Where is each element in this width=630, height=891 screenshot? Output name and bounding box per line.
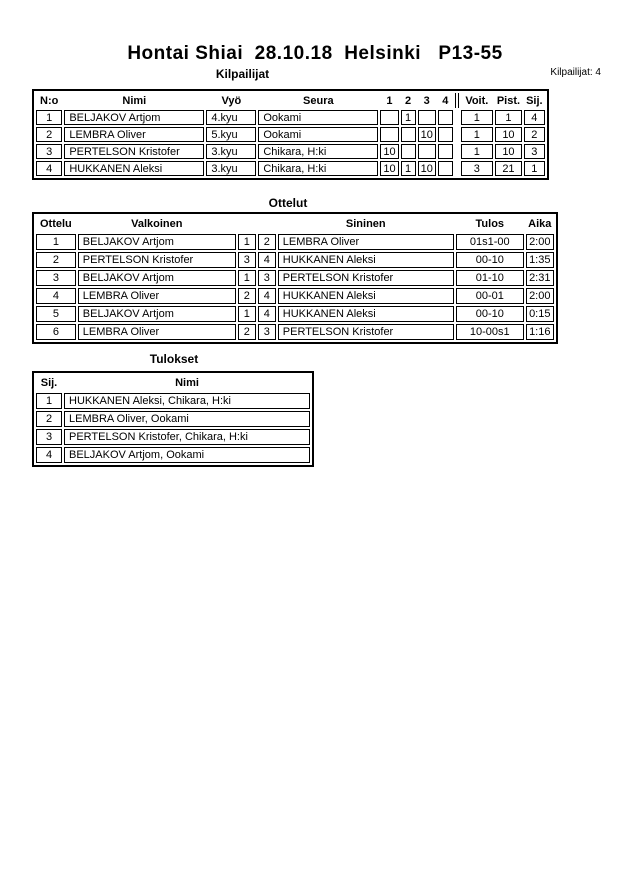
- cell-match-no: 6: [36, 324, 76, 340]
- table-row: [36, 288, 554, 304]
- cell-place: 1: [36, 393, 62, 409]
- cell-blue-name: HUKKANEN Aleksi: [278, 306, 454, 322]
- cell-r2: [401, 144, 416, 159]
- cell-match-no: 5: [36, 306, 76, 322]
- cell-time: 1:35: [526, 252, 554, 268]
- col-header-blue-no: [258, 216, 276, 232]
- group-separator: [455, 161, 459, 176]
- cell-r3: [418, 110, 436, 125]
- cell-club: Chikara, H:ki: [258, 144, 378, 159]
- cell-white-no: 2: [238, 324, 256, 340]
- cell-belt: 4.kyu: [206, 110, 256, 125]
- cell-r4: [438, 110, 453, 125]
- cell-match-no: 1: [36, 234, 76, 250]
- cell-belt: 3.kyu: [206, 161, 256, 176]
- table-row: [36, 429, 310, 445]
- cell-blue-name: PERTELSON Kristofer: [278, 270, 454, 286]
- cell-no: 4: [36, 161, 62, 176]
- cell-blue-no: 4: [258, 306, 276, 322]
- cell-place: 2: [36, 411, 62, 427]
- cell-match-no: 2: [36, 252, 76, 268]
- col-header-club: Seura: [303, 94, 334, 107]
- cell-white-no: 1: [238, 306, 256, 322]
- cell-r1: [380, 110, 398, 125]
- cell-blue-no: 3: [258, 324, 276, 340]
- table-row: [36, 127, 545, 142]
- cell-name: PERTELSON Kristofer: [64, 144, 204, 159]
- cell-club: Chikara, H:ki: [258, 161, 378, 176]
- cell-white-no: 3: [238, 252, 256, 268]
- cell-white-name: LEMBRA Oliver: [78, 288, 236, 304]
- cell-result: 00-01: [456, 288, 524, 304]
- cell-place: 3: [36, 429, 62, 445]
- col-header-place: Sij.: [526, 94, 543, 107]
- cell-wins: 1: [461, 110, 493, 125]
- cell-white-no: 2: [238, 288, 256, 304]
- table-row: [36, 411, 310, 427]
- page-title: Hontai Shiai 28.10.18 Helsinki P13-55: [127, 43, 503, 64]
- competitor-count: Kilpailijat: 4: [550, 67, 601, 78]
- cell-club: Ookami: [258, 110, 378, 125]
- matches-heading: Ottelut: [268, 196, 308, 210]
- competitors-heading: Kilpailijat: [215, 67, 270, 81]
- group-separator: [455, 110, 459, 125]
- cell-no: 2: [36, 127, 62, 142]
- cell-match-no: 4: [36, 288, 76, 304]
- cell-r2: [401, 127, 416, 142]
- col-header-match-no: Ottelu: [40, 218, 72, 230]
- col-header-r3: 3: [423, 94, 430, 107]
- cell-no: 1: [36, 110, 62, 125]
- cell-name: LEMBRA Oliver, Ookami: [64, 411, 310, 427]
- cell-r4: [438, 161, 453, 176]
- cell-blue-name: PERTELSON Kristofer: [278, 324, 454, 340]
- table-row: [36, 270, 554, 286]
- cell-blue-no: 2: [258, 234, 276, 250]
- cell-result: 00-10: [456, 306, 524, 322]
- col-header-no: N:o: [40, 94, 59, 107]
- results-heading: Tulokset: [149, 352, 199, 366]
- col-header-points: Pist.: [496, 94, 521, 107]
- col-header-white-no: [238, 216, 256, 232]
- cell-r2: 1: [401, 110, 416, 125]
- cell-white-name: BELJAKOV Artjom: [78, 234, 236, 250]
- cell-place: 4: [524, 110, 545, 125]
- cell-club: Ookami: [258, 127, 378, 142]
- cell-name: BELJAKOV Artjom: [64, 110, 204, 125]
- cell-points: 1: [495, 110, 522, 125]
- cell-r1: 10: [380, 144, 398, 159]
- cell-r3: 10: [418, 161, 436, 176]
- cell-belt: 3.kyu: [206, 144, 256, 159]
- cell-time: 2:00: [526, 234, 554, 250]
- table-row: [36, 252, 554, 268]
- cell-r3: [418, 144, 436, 159]
- cell-white-no: 1: [238, 234, 256, 250]
- cell-blue-no: 4: [258, 288, 276, 304]
- col-header-name: Nimi: [175, 377, 199, 389]
- cell-place: 3: [524, 144, 545, 159]
- table-row: [36, 144, 545, 159]
- cell-match-no: 3: [36, 270, 76, 286]
- cell-r4: [438, 144, 453, 159]
- competitors-table: [32, 89, 549, 180]
- results-table: [32, 371, 314, 467]
- cell-white-name: PERTELSON Kristofer: [78, 252, 236, 268]
- col-header-r1: 1: [386, 94, 393, 107]
- cell-result: 10-00s1: [456, 324, 524, 340]
- table-row: [36, 393, 310, 409]
- cell-wins: 1: [461, 127, 493, 142]
- table-row: [36, 234, 554, 250]
- cell-time: 2:31: [526, 270, 554, 286]
- cell-white-name: BELJAKOV Artjom: [78, 306, 236, 322]
- cell-time: 0:15: [526, 306, 554, 322]
- matches-table: [32, 212, 558, 344]
- cell-result: 00-10: [456, 252, 524, 268]
- col-header-wins: Voit.: [465, 94, 489, 107]
- cell-wins: 3: [461, 161, 493, 176]
- cell-result: 01-10: [456, 270, 524, 286]
- cell-r4: [438, 127, 453, 142]
- col-header-belt: Vyö: [221, 94, 242, 107]
- cell-name: PERTELSON Kristofer, Chikara, H:ki: [64, 429, 310, 445]
- cell-points: 10: [495, 127, 522, 142]
- cell-place: 4: [36, 447, 62, 463]
- cell-time: 2:00: [526, 288, 554, 304]
- cell-wins: 1: [461, 144, 493, 159]
- cell-place: 1: [524, 161, 545, 176]
- table-row: [36, 447, 310, 463]
- cell-white-no: 1: [238, 270, 256, 286]
- cell-no: 3: [36, 144, 62, 159]
- cell-name: BELJAKOV Artjom, Ookami: [64, 447, 310, 463]
- results-header-row: [36, 375, 310, 391]
- table-row: [36, 161, 545, 176]
- cell-blue-no: 4: [258, 252, 276, 268]
- cell-white-name: BELJAKOV Artjom: [78, 270, 236, 286]
- table-row: [36, 324, 554, 340]
- cell-result: 01s1-00: [456, 234, 524, 250]
- cell-points: 10: [495, 144, 522, 159]
- cell-name: HUKKANEN Aleksi: [64, 161, 204, 176]
- cell-place: 2: [524, 127, 545, 142]
- group-separator: [455, 127, 459, 142]
- col-header-time: Aika: [528, 218, 552, 230]
- table-row: [36, 306, 554, 322]
- cell-belt: 5.kyu: [206, 127, 256, 142]
- matches-header-row: [36, 216, 554, 232]
- competitors-header-row: [36, 93, 545, 108]
- cell-r1: 10: [380, 161, 398, 176]
- group-separator: [455, 144, 459, 159]
- group-separator: [455, 93, 459, 108]
- cell-points: 21: [495, 161, 522, 176]
- col-header-name: Nimi: [122, 94, 147, 107]
- cell-time: 1:16: [526, 324, 554, 340]
- cell-name: LEMBRA Oliver: [64, 127, 204, 142]
- cell-blue-name: HUKKANEN Aleksi: [278, 252, 454, 268]
- cell-white-name: LEMBRA Oliver: [78, 324, 236, 340]
- col-header-r2: 2: [405, 94, 412, 107]
- cell-blue-name: HUKKANEN Aleksi: [278, 288, 454, 304]
- col-header-blue: Sininen: [345, 218, 386, 230]
- cell-r2: 1: [401, 161, 416, 176]
- cell-r1: [380, 127, 398, 142]
- table-row: [36, 110, 545, 125]
- cell-r3: 10: [418, 127, 436, 142]
- cell-blue-no: 3: [258, 270, 276, 286]
- cell-blue-name: LEMBRA Oliver: [278, 234, 454, 250]
- cell-name: HUKKANEN Aleksi, Chikara, H:ki: [64, 393, 310, 409]
- col-header-r4: 4: [442, 94, 449, 107]
- col-header-result: Tulos: [475, 218, 505, 230]
- col-header-white: Valkoinen: [131, 218, 183, 230]
- col-header-place: Sij.: [40, 377, 58, 389]
